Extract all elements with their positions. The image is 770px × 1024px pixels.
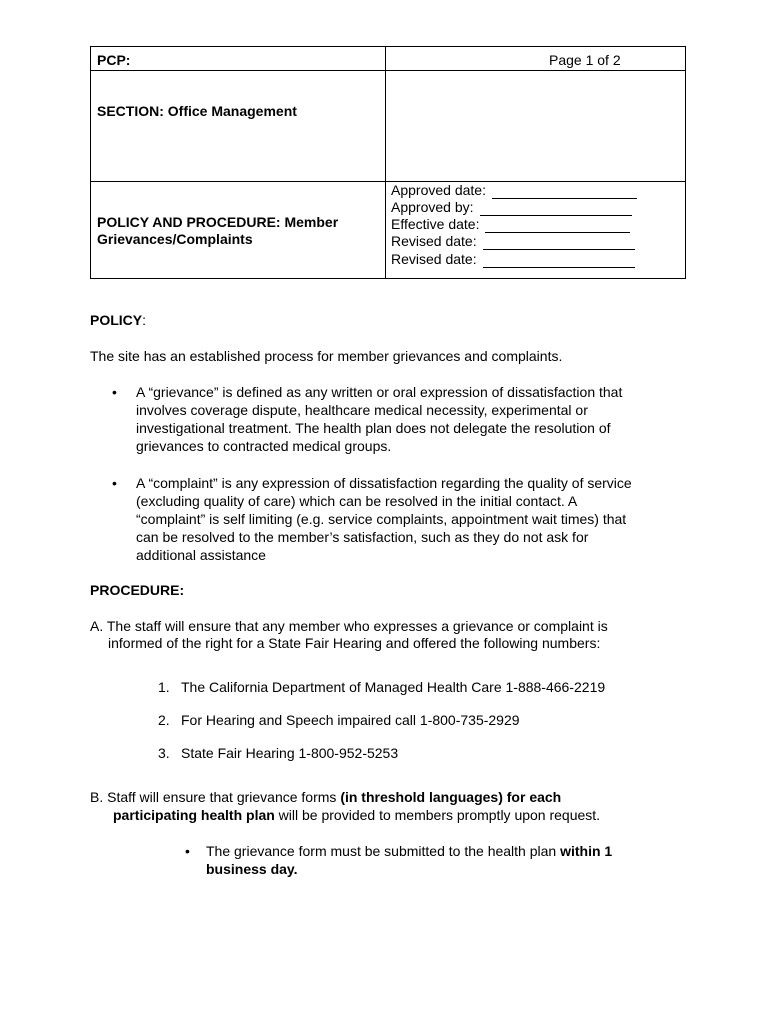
approved-by-line[interactable]: [480, 202, 632, 216]
bullet-dot-icon: •: [112, 475, 117, 491]
list-number: 1.: [158, 679, 170, 695]
revised-date-field-2: [391, 251, 635, 268]
procedure-b-line2: [113, 807, 600, 824]
list-number: 2.: [158, 712, 170, 728]
grievance-line-2: involves coverage dispute, healthcare medical necessity, experimental or: [136, 402, 588, 418]
complaint-line-3: “complaint” is self limiting (e.g. service complaints, appointment wait times) that: [136, 511, 627, 527]
revised-date-label-2: Revised date:: [391, 251, 477, 267]
complaint-line-4: can be resolved to the member’s satisfaction, such as they do not ask for: [136, 529, 589, 545]
procedure-b-bold1: (in threshold languages) for each: [340, 789, 562, 805]
revised-date-label-1: Revised date:: [391, 233, 477, 249]
sub-bullet-bold1: within 1: [560, 843, 613, 859]
sub-bullet-line1: [206, 843, 612, 860]
procedure-heading: PROCEDURE:: [90, 582, 185, 598]
hearing-impaired-phone: For Hearing and Speech impaired call 1-800-735-2929: [181, 712, 520, 728]
page-number: Page 1 of 2: [549, 52, 621, 68]
procedure-b-bold2: participating health plan: [113, 807, 275, 823]
grievance-definition: [136, 384, 622, 456]
policy-heading-text: POLICY: [90, 312, 143, 328]
policy-heading: [90, 312, 146, 329]
complaint-definition: [136, 475, 632, 565]
header-row-divider-1: [91, 70, 685, 71]
effective-date-field: [391, 216, 630, 233]
policy-intro: The site has an established process for member grievances and complaints.: [90, 348, 563, 364]
procedure-b-prefix: B. Staff will ensure that grievance forms: [90, 789, 341, 805]
dmhc-phone: The California Department of Managed Health Care 1-888-466-2219: [181, 679, 606, 695]
sub-bullet-prefix: The grievance form must be submitted to the health plan: [206, 843, 561, 859]
number-list-item: [158, 679, 170, 696]
grievance-line-4: grievances to contracted medical groups.: [136, 438, 392, 454]
state-fair-hearing-phone: State Fair Hearing 1-800-952-5253: [181, 745, 399, 761]
procedure-b-line1: [90, 789, 561, 806]
approved-date-label: Approved date:: [391, 182, 486, 198]
procedure-a-line1: A. The staff will ensure that any member who expresses a grievance or complaint is: [90, 618, 608, 634]
header-column-divider: [385, 47, 386, 278]
revised-date-line-1[interactable]: [483, 236, 635, 250]
procedure-b-rest: will be provided to members promptly upon request.: [274, 807, 601, 823]
approved-by-field: [391, 199, 632, 216]
pcp-label: PCP:: [97, 52, 131, 68]
grievance-line-3: investigational treatment. The health plan does not delegate the resolution of: [136, 420, 611, 436]
policy-heading-colon: :: [142, 312, 147, 328]
grievance-line-1: A “grievance” is defined as any written or oral expression of dissatisfaction that: [136, 384, 623, 400]
effective-date-line[interactable]: [485, 219, 630, 233]
number-list-item: [158, 745, 170, 762]
approved-by-label: Approved by:: [391, 199, 474, 215]
procedure-a-line2: informed of the right for a State Fair Hearing and offered the following numbers:: [108, 635, 601, 651]
list-number: 3.: [158, 745, 170, 761]
revised-date-line-2[interactable]: [483, 254, 635, 268]
revised-date-field-1: [391, 233, 635, 250]
complaint-line-5: additional assistance: [136, 547, 266, 563]
approved-date-line[interactable]: [492, 185, 637, 199]
section-label: SECTION: Office Management: [97, 103, 297, 119]
policy-title-line2: Grievances/Complaints: [97, 231, 253, 247]
number-list-item: [158, 712, 170, 729]
complaint-line-1: A “complaint” is any expression of dissatisfaction regarding the quality of service: [136, 475, 632, 491]
effective-date-label: Effective date:: [391, 216, 480, 232]
sub-bullet-line2: business day.: [206, 861, 298, 877]
complaint-line-2: (excluding quality of care) which can be resolved in the initial contact. A: [136, 493, 578, 509]
bullet-dot-icon: •: [185, 843, 190, 859]
bullet-dot-icon: •: [112, 384, 117, 400]
approved-date-field: [391, 182, 637, 199]
policy-title-line1: POLICY AND PROCEDURE: Member: [97, 214, 339, 230]
